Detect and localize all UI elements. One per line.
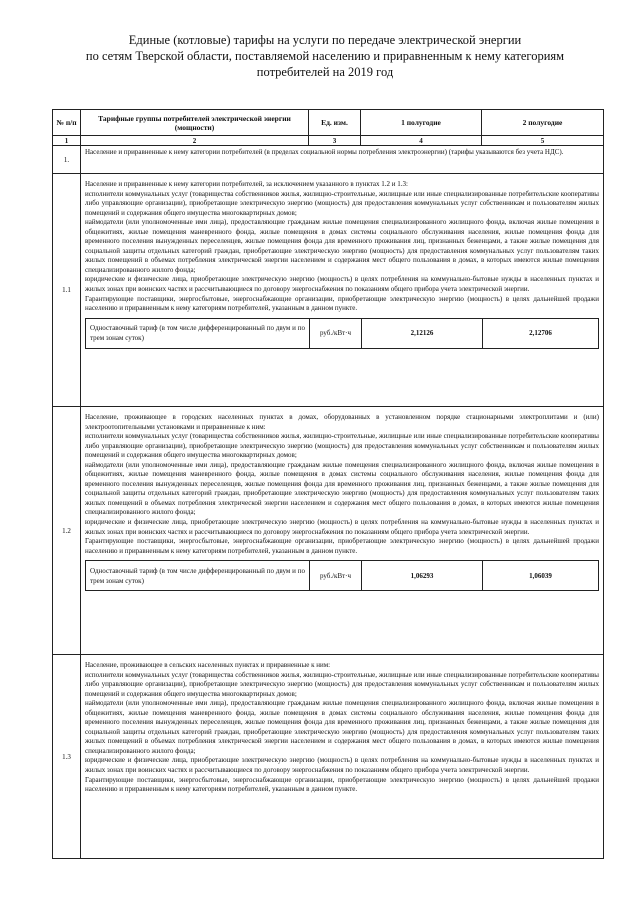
row-content xyxy=(81,174,604,407)
paragraph: юридические и физические лица, приобретающие электрическую энергию (мощность) в целях потребления на коммунально-бытовые нужды в населенных пунктах и жилых зонах при воинских частях и рассчитывающиеся по договору энергоснабжения по показаниям общего прибора учета электрической энергии. xyxy=(85,756,599,775)
tariff-unit: руб./кВт·ч xyxy=(310,318,362,348)
row-content xyxy=(81,655,604,859)
document-title xyxy=(60,32,590,80)
row-number: 1.3 xyxy=(53,655,81,859)
col-number-4: 4 xyxy=(361,136,482,146)
paragraph: наймодатели (или уполномоченные ими лица), предоставляющие гражданам жилые помещения специализированного жилищного фонда, включая жилые помещения в общежитиях, жилые помещения маневренного фонда, жилые помещения в домах системы социального обслуживания населения, жилые помещения фонда для временного поселения вынужденных переселенцев, жилые помещения фонда для временного проживания лиц, признанных беженцами, а также жилые помещения для социальной защиты отдельных категорий граждан, приобретающие электрическую энергию (мощность) для предоставления коммунальных услуг пользователям таких жилых помещений в объемах потребления электрической энергии населением и содержания мест общего пользования в домах, в которых имеются жилые помещения специализированного жилого фонда; xyxy=(85,699,599,755)
paragraph: наймодатели (или уполномоченные ими лица), предоставляющие гражданам жилые помещения специализированного жилищного фонда, включая жилые помещения в общежитиях, жилые помещения маневренного фонда, жилые помещения в домах системы социального обслуживания населения, жилые помещения фонда для временного поселения вынужденных переселенцев, жилые помещения фонда для временного проживания лиц, признанных беженцами, а также жилые помещения для социальной защиты отдельных категорий граждан, приобретающие электрическую энергию (мощность) для предоставления коммунальных услуг пользователям таких жилых помещений в объемах потребления электрической энергии населением и содержания мест общего пользования в домах, в которых имеются жилые помещения специализированного жилого фонда; xyxy=(85,218,599,274)
row-text: Население и приравненные к нему категории потребителей (в пределах социальной нормы потребления электроэнергии) (тарифы указываются без учета НДС). xyxy=(81,146,604,174)
tariff-unit: руб./кВт·ч xyxy=(310,561,362,591)
paragraph: Население и приравненные к нему категории потребителей, за исключением указанного в пунктах 1.2 и 1.3: xyxy=(85,180,408,188)
title-line-1: Единые (котловые) тарифы на услуги по передаче электрической энергии xyxy=(128,33,522,47)
paragraph: юридические и физические лица, приобретающие электрическую энергию (мощность) в целях потребления на коммунально-бытовые нужды в населенных пунктах и жилых зонах при воинских частях и рассчитывающиеся по договору энергоснабжения по показаниям общего прибора учета электрической энергии. xyxy=(85,275,599,294)
header-half1: 1 полугодие xyxy=(361,110,482,136)
paragraph: Гарантирующие поставщики, энергосбытовые, энергоснабжающие организации, приобретающие электрическую энергию (мощность) в целях дальнейшей продажи населению и приравненным к нему категориям потребителей, указанным в данном пункте. xyxy=(85,537,599,555)
tariff-half2: 1,06039 xyxy=(483,561,599,591)
row-number: 1.1 xyxy=(53,174,81,407)
row-text xyxy=(85,411,599,560)
col-number-3: 3 xyxy=(309,136,361,146)
paragraph: Гарантирующие поставщики, энергосбытовые, энергоснабжающие организации, приобретающие электрическую энергию (мощность) в целях дальнейшей продажи населению и приравненным к нему категориям потребителей, указанным в данном пункте. xyxy=(85,294,599,313)
paragraph: Гарантирующие поставщики, энергосбытовые, энергоснабжающие организации, приобретающие электрическую энергию (мощность) в целях дальнейшей продажи населению и приравненным к нему категориям потребителей, указанным в данном пункте. xyxy=(85,775,599,794)
table-header-row xyxy=(53,110,604,136)
header-num: № п/п xyxy=(53,110,81,136)
column-number-row xyxy=(53,136,604,146)
tariff-table xyxy=(52,109,604,859)
tariff-subtable xyxy=(85,560,599,591)
paragraph: Население, проживающее в сельских населенных пунктах и приравненные к ним: xyxy=(85,661,331,669)
tariff-label: Одноставочный тариф (в том числе дифференцированный по двум и по трем зонам суток) xyxy=(86,318,310,348)
row-text xyxy=(85,659,599,795)
tariff-label: Одноставочный тариф (в том числе дифференцированный по двум и по трем зонам суток) xyxy=(86,561,310,591)
table-row-1 xyxy=(53,146,604,174)
col-number-5: 5 xyxy=(482,136,604,146)
paragraph: исполнители коммунальных услуг (товарищества собственников жилья, жилищно-строительные, жилищные или иные специализированные потребительские кооперативы либо управляющие организации), приобретающие электрическую энергию (мощность) для предоставления коммунальных услуг собственникам и пользователям жилых помещений и содержания общего имущества многоквартирных домов; xyxy=(85,189,599,217)
col-number-2: 2 xyxy=(81,136,309,146)
header-unit: Ед. изм. xyxy=(309,110,361,136)
row-text xyxy=(85,178,599,318)
paragraph: Население, проживающее в городских населенных пунктах в домах, оборудованных в установленном порядке стационарными электроплитами и (или) электроотопительными установками и приравненные к ним: xyxy=(85,413,599,431)
title-line-2: по сетям Тверской области, поставляемой населению и приравненным к нему категориям xyxy=(85,49,565,63)
row-number: 1. xyxy=(53,146,81,174)
paragraph: наймодатели (или уполномоченные ими лица), предоставляющие гражданам жилые помещения специализированного жилищного фонда, включая жилые помещения в общежитиях, жилые помещения маневренного фонда, жилые помещения в домах системы социального обслуживания населения, жилые помещения фонда для временного поселения вынужденных переселенцев, жилые помещения фонда для временного проживания лиц, признанных беженцами, а также жилые помещения для социальной защиты отдельных категорий граждан, приобретающие электрическую энергию (мощность) для предоставления коммунальных услуг пользователям таких жилых помещений в объемах потребления электрической энергии населением и содержания мест общего пользования в домах, в которых имеются жилые помещения специализированного жилого фонда; xyxy=(85,460,599,517)
table-row-1-2 xyxy=(53,407,604,655)
tariff-subtable xyxy=(85,318,599,349)
tariff-half1: 2,12126 xyxy=(362,318,483,348)
table-row-1-1 xyxy=(53,174,604,407)
paragraph: исполнители коммунальных услуг (товарищества собственников жилья, жилищно-строительные, жилищные или иные специализированные потребительские кооперативы либо управляющие организации), приобретающие электрическую энергию (мощность) для предоставления коммунальных услуг собственникам и пользователям жилых помещений и содержания общего имущества многоквартирных домов; xyxy=(85,670,599,698)
col-number-1: 1 xyxy=(53,136,81,146)
tariff-half2: 2,12706 xyxy=(483,318,599,348)
row-number: 1.2 xyxy=(53,407,81,655)
paragraph: исполнители коммунальных услуг (товарищества собственников жилья, жилищно-строительные, жилищные или иные специализированные потребительские кооперативы либо управляющие организации), приобретающие электрическую энергию (мощность) для предоставления коммунальных услуг собственникам и пользователям жилых помещений и содержания общего имущества многоквартирных домов; xyxy=(85,432,599,460)
title-line-3: потребителей на 2019 год xyxy=(256,65,394,79)
table-row-1-3 xyxy=(53,655,604,859)
tariff-half1: 1,06293 xyxy=(362,561,483,591)
row-content xyxy=(81,407,604,655)
header-half2: 2 полугодие xyxy=(482,110,604,136)
paragraph: юридические и физические лица, приобретающие электрическую энергию (мощность) в целях потребления на коммунально-бытовые нужды в населенных пунктах и жилых зонах при воинских частях и рассчитывающиеся по договору энергоснабжения по показаниям общего прибора учета электрической энергии. xyxy=(85,518,599,536)
header-group: Тарифные группы потребителей электрической энергии (мощности) xyxy=(81,110,309,136)
